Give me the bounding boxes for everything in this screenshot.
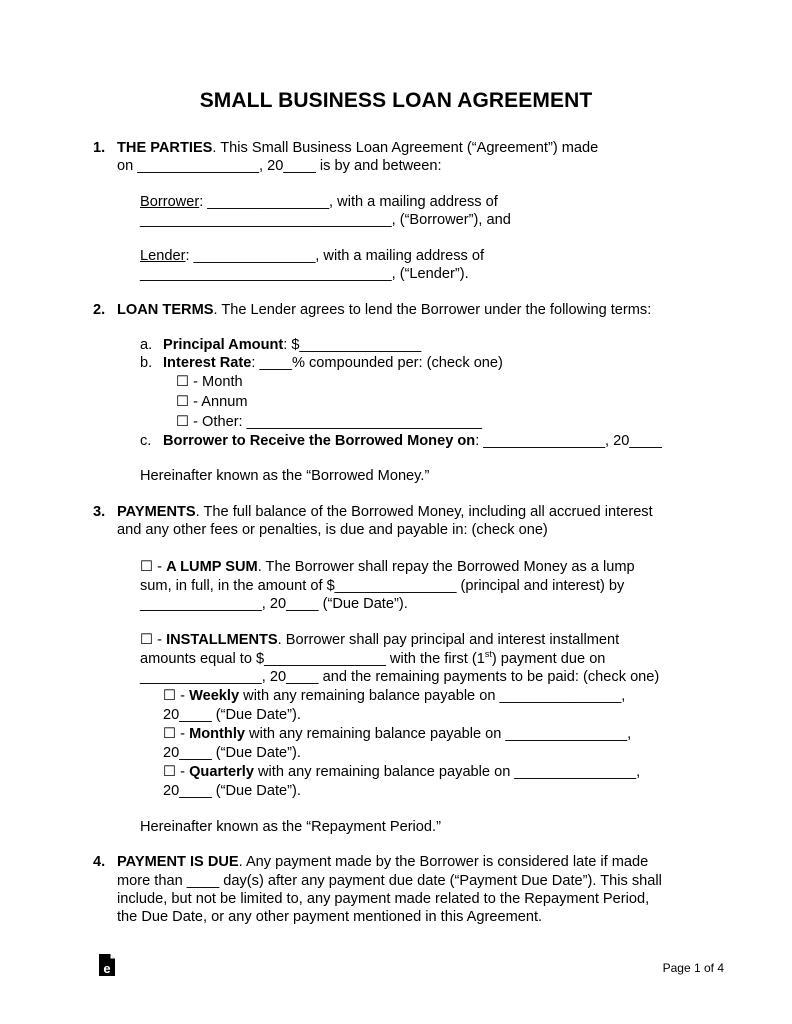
weekly-text: with any remaining balance payable on _______________, [239,688,626,704]
term-a-letter: a. [140,337,153,353]
interest-rate-field: : ____% compounded per: (check one) [251,355,503,371]
section-4-text: . Any payment made by the Borrower is considered late if made [238,854,649,870]
eforms-logo-icon [97,953,117,977]
lump-sum-checkbox: ☐ - [140,559,167,575]
section-3-line-1 [117,503,653,521]
monthly-label: Monthly [189,726,245,742]
quarterly-checkbox: ☐ - [163,764,190,780]
section-3-number: 3. [93,504,106,520]
quarterly-due-date: 20____ (“Due Date”). [163,783,301,799]
section-1-heading: THE PARTIES [117,140,213,156]
principal-amount-label: Principal Amount [163,337,284,353]
svg-text:e: e [103,961,111,976]
section-2-heading: LOAN TERMS [117,302,214,318]
section-3-text: . The full balance of the Borrowed Money, including all accrued interest [195,504,653,520]
section-4-line-3: include, but not be limited to, any payment made related to the Repayment Period, [117,891,650,907]
section-4-number: 4. [93,854,106,870]
term-b-letter: b. [140,355,153,371]
section-1-text: . This Small Business Loan Agreement (“Agreement”) made [212,140,599,156]
borrower-label: Borrower [140,194,200,210]
installments-label: INSTALLMENTS [166,632,278,648]
lender-line-1 [140,247,484,265]
section-4-line-2: more than ____ day(s) after any payment due date (“Payment Due Date”). This shall [117,873,662,889]
term-interest-rate [163,354,503,372]
lump-sum-option [140,558,635,576]
monthly-text: with any remaining balance payable on _______________, [245,726,632,742]
section-3-line-2: and any other fees or penalties, is due and payable in: (check one) [117,522,548,538]
term-principal-amount [163,336,421,354]
option-annum: ☐ - Annum [176,394,248,410]
section-1-line-1 [117,139,598,157]
section-1-number: 1. [93,140,106,156]
lender-label: Lender [140,248,186,264]
lump-sum-text: . The Borrower shall repay the Borrowed Money as a lump [257,559,635,575]
repayment-period-definition: Hereinafter known as the “Repayment Period.” [140,819,441,835]
section-3-heading: PAYMENTS [117,504,196,520]
lump-sum-label: A LUMP SUM [166,559,258,575]
ordinal-superscript: st [484,649,492,660]
installments-line-3: _______________, 20____ and the remaining payments to be paid: (check one) [140,669,660,685]
page-number: Page 1 of 4 [662,961,724,975]
term-c-letter: c. [140,433,152,449]
weekly-due-date: 20____ (“Due Date”). [163,707,301,723]
principal-amount-field: : $_______________ [283,337,422,353]
receive-date-field: : _______________, 20____ [475,433,662,449]
weekly-checkbox: ☐ - [163,688,190,704]
installments-text: . Borrower shall pay principal and interest installment [277,632,620,648]
borrowed-money-definition: Hereinafter known as the “Borrowed Money.” [140,468,430,484]
lump-sum-line-2: sum, in full, in the amount of $_______________ (principal and interest) by [140,578,625,594]
lump-sum-line-3: _______________, 20____ (“Due Date”). [140,596,408,612]
option-other: ☐ - Other: _____________________________ [176,414,483,430]
lender-address-field: _______________________________, (“Lender”). [140,266,469,282]
installments-option [140,631,619,649]
monthly-option [163,725,631,743]
installments-checkbox: ☐ - [140,632,167,648]
option-month: ☐ - Month [176,374,243,390]
section-4-heading: PAYMENT IS DUE [117,854,239,870]
borrower-line-1 [140,193,498,211]
quarterly-option [163,763,640,781]
section-2-text: . The Lender agrees to lend the Borrower under the following terms: [213,302,652,318]
installments-first-payment: ) payment due on [491,651,606,667]
monthly-checkbox: ☐ - [163,726,190,742]
installments-amount-field: amounts equal to $_______________ with the first (1 [140,651,485,667]
term-receive-date [163,432,662,450]
installments-line-2 [140,650,605,668]
borrower-name-field: : _______________, with a mailing address of [199,194,498,210]
quarterly-label: Quarterly [189,764,254,780]
borrower-address-field: _______________________________, (“Borrower”), and [140,212,511,228]
section-2-line-1 [117,301,651,319]
page-title: SMALL BUSINESS LOAN AGREEMENT [199,89,593,112]
quarterly-text: with any remaining balance payable on _______________, [253,764,641,780]
interest-rate-label: Interest Rate [163,355,252,371]
section-1-line-2: on _______________, 20____ is by and between: [117,158,442,174]
weekly-label: Weekly [189,688,240,704]
receive-date-label: Borrower to Receive the Borrowed Money on [163,433,476,449]
section-4-line-1 [117,853,648,871]
lender-name-field: : _______________, with a mailing address of [185,248,485,264]
section-2-number: 2. [93,302,106,318]
section-4-line-4: the Due Date, or any other payment mentioned in this Agreement. [117,909,543,925]
monthly-due-date: 20____ (“Due Date”). [163,745,301,761]
weekly-option [163,687,625,705]
